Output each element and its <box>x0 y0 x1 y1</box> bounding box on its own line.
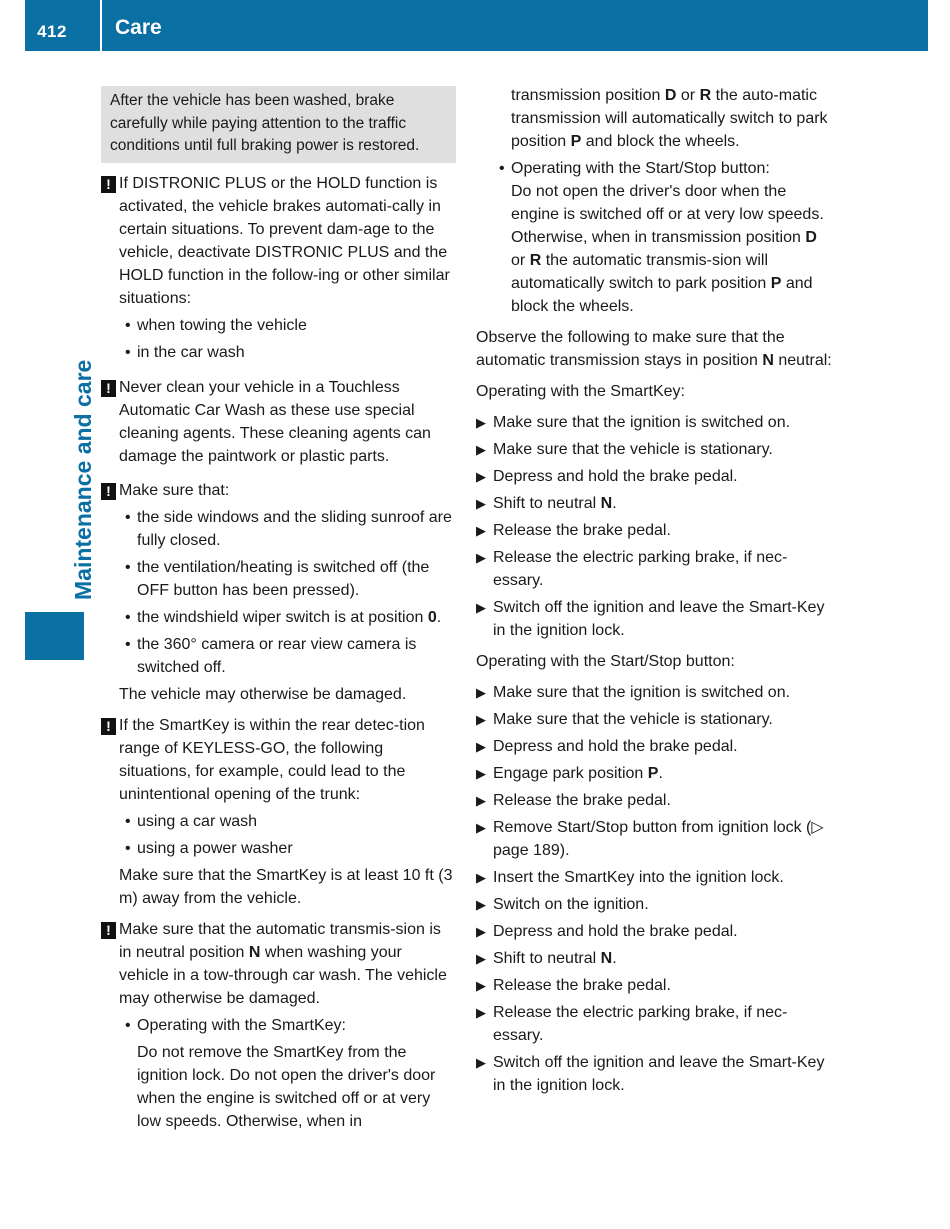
step-item: ▶ Release the brake pedal. <box>476 789 832 812</box>
warning-distronic: ! If DISTRONIC PLUS or the HOLD function is activated, the vehicle brakes automati-cally in certain situations. To prevent dam-age to the vehicle, deactivate DISTRONIC PLUS and the HOLD function in the follow-ing or other similar situations: <box>101 172 456 310</box>
step-arrow-icon: ▶ <box>476 924 486 939</box>
step-arrow-icon: ▶ <box>476 469 486 484</box>
startstop-heading: Operating with the Start/Stop button: <box>476 653 735 670</box>
step-item: ▶ Make sure that the vehicle is stationary. <box>476 438 832 461</box>
step-arrow-icon: ▶ <box>476 442 486 457</box>
list-item: • Operating with the SmartKey: <box>125 1016 346 1034</box>
list-item: • Operating with the Start/Stop button: <box>499 160 770 177</box>
step-arrow-icon: ▶ <box>476 600 486 615</box>
step-item: ▶ Switch on the ignition. <box>476 893 832 916</box>
step-item: ▶ Switch off the ignition and leave the Smart-Key in the ignition lock. <box>476 596 832 642</box>
left-column <box>101 86 456 1133</box>
warning-tail: Make sure that the SmartKey is at least 10 ft (3 m) away from the vehicle. <box>119 866 453 907</box>
warning-icon: ! <box>101 483 116 500</box>
note-box: After the vehicle has been washed, brake carefully while paying attention to the traffic conditions until full braking power is restored. <box>101 86 456 163</box>
step-arrow-icon: ▶ <box>476 712 486 727</box>
list-item: • the windshield wiper switch is at position 0. <box>125 608 442 626</box>
step-arrow-icon: ▶ <box>476 1055 486 1070</box>
observe-paragraph: Observe the following to make sure that the automatic transmission stays in position N neutral: <box>476 329 832 369</box>
list-item: • using a car wash <box>125 812 258 830</box>
section-title: Care <box>115 16 162 39</box>
step-item: ▶ Remove Start/Stop button from ignition lock (▷ page 189). <box>476 816 832 862</box>
continued-text: transmission position D or R the auto-matic transmission will automatically switch to park position P and block the wheels. <box>511 87 828 150</box>
warning-tail: The vehicle may otherwise be damaged. <box>119 685 407 703</box>
step-item: ▶ Make sure that the ignition is switched on. <box>476 411 832 434</box>
step-item: ▶ Depress and hold the brake pedal. <box>476 920 832 943</box>
list-item-text: Do not open the driver's door when the engine is switched off or at very low speeds. Otherwise, when in transmission position D or R the automatic transmis-sion will automatically switch to park position P and block the wheels. <box>511 183 824 315</box>
page-number: 412 <box>37 22 67 41</box>
step-arrow-icon: ▶ <box>476 978 486 993</box>
list-item: • using a power washer <box>125 839 293 857</box>
list-item: • the ventilation/heating is switched off (the OFF button has been pressed). <box>125 558 430 599</box>
step-arrow-icon: ▶ <box>476 951 486 966</box>
step-item: ▶ Make sure that the ignition is switched on. <box>476 681 832 704</box>
warning-icon: ! <box>101 176 116 193</box>
list-item: • in the car wash <box>125 343 245 361</box>
side-tab-marker <box>25 612 84 660</box>
step-arrow-icon: ▶ <box>476 897 486 912</box>
list-item: • the side windows and the sliding sunroof are fully closed. <box>125 508 452 549</box>
step-arrow-icon: ▶ <box>476 523 486 538</box>
step-arrow-icon: ▶ <box>476 415 486 430</box>
right-column <box>476 84 832 1101</box>
warning-smartkey: ! If the SmartKey is within the rear detec-tion range of KEYLESS-GO, the following situations, for example, could lead to the unintentional opening of the trunk: <box>101 714 456 806</box>
header-divider <box>100 0 102 51</box>
list-item: • when towing the vehicle <box>125 316 307 334</box>
step-arrow-icon: ▶ <box>476 550 486 565</box>
step-item: ▶ Release the brake pedal. <box>476 974 832 997</box>
step-arrow-icon: ▶ <box>476 793 486 808</box>
warning-make-sure: ! Make sure that: <box>101 479 456 502</box>
step-arrow-icon: ▶ <box>476 820 486 835</box>
list-item-text: Do not remove the SmartKey from the ignition lock. Do not open the driver's door when the engine is switched off or at very low speeds. Otherwise, when in <box>137 1043 436 1130</box>
warning-touchless: ! Never clean your vehicle in a Touchless Automatic Car Wash as these use special cleaning agents. These cleaning agents can damage the paintwork or plastic parts. <box>101 376 456 468</box>
step-arrow-icon: ▶ <box>476 870 486 885</box>
step-arrow-icon: ▶ <box>476 1005 486 1020</box>
warning-neutral: ! Make sure that the automatic transmis-sion is in neutral position N when washing your vehicle in a tow-through car wash. The vehicle may otherwise be damaged. <box>101 918 456 1010</box>
step-item: ▶ Depress and hold the brake pedal. <box>476 465 832 488</box>
step-arrow-icon: ▶ <box>476 766 486 781</box>
warning-icon: ! <box>101 380 116 397</box>
step-item: ▶ Release the brake pedal. <box>476 519 832 542</box>
step-item: ▶ Shift to neutral N. <box>476 947 832 970</box>
step-item: ▶ Release the electric parking brake, if nec-essary. <box>476 1001 832 1047</box>
list-item: • the 360° camera or rear view camera is switched off. <box>125 635 417 676</box>
warning-icon: ! <box>101 718 116 735</box>
step-item: ▶ Insert the SmartKey into the ignition lock. <box>476 866 832 889</box>
step-item: ▶ Depress and hold the brake pedal. <box>476 735 832 758</box>
warning-icon: ! <box>101 922 116 939</box>
step-item: ▶ Switch off the ignition and leave the Smart-Key in the ignition lock. <box>476 1051 832 1097</box>
step-arrow-icon: ▶ <box>476 685 486 700</box>
step-arrow-icon: ▶ <box>476 496 486 511</box>
step-item: ▶ Engage park position P. <box>476 762 832 785</box>
step-arrow-icon: ▶ <box>476 739 486 754</box>
smartkey-heading: Operating with the SmartKey: <box>476 383 685 400</box>
step-item: ▶ Release the electric parking brake, if nec-essary. <box>476 546 832 592</box>
step-item: ▶ Shift to neutral N. <box>476 492 832 515</box>
side-tab-label: Maintenance and care <box>70 359 96 600</box>
step-item: ▶ Make sure that the vehicle is stationary. <box>476 708 832 731</box>
